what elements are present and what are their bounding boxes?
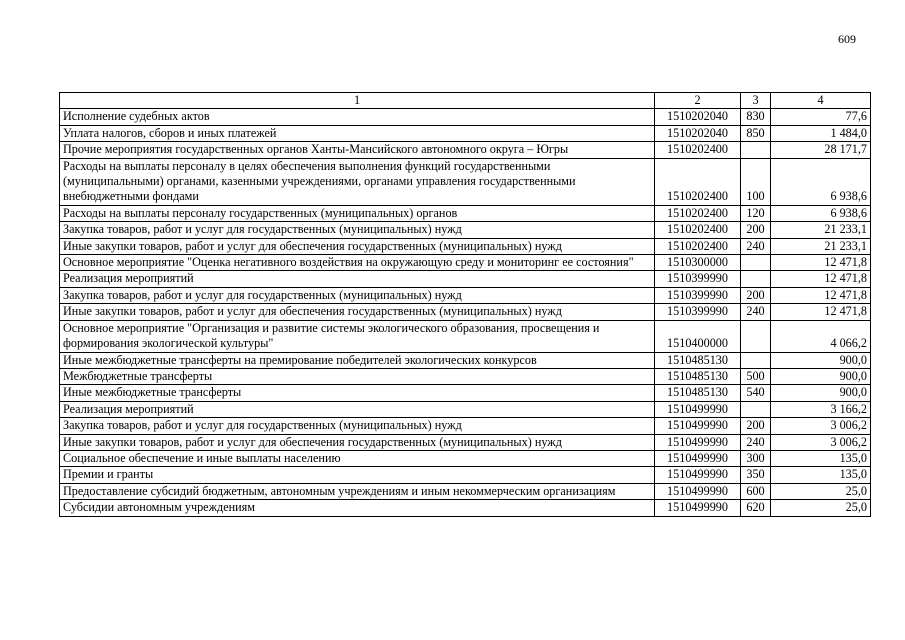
table-row — [60, 287, 871, 303]
row-name-cell: Основное мероприятие "Оценка негативного воздействия на окружающую среду и мониторинг ее состояния" — [60, 255, 655, 271]
column-header-amount: 4 — [771, 93, 871, 109]
row-code-cell: 1510202040 — [655, 125, 741, 141]
table-row — [60, 385, 871, 401]
row-amount-cell: 21 233,1 — [771, 222, 871, 238]
table-row — [60, 483, 871, 499]
row-code-cell: 1510499990 — [655, 401, 741, 417]
row-type-cell — [741, 401, 771, 417]
row-type-cell: 200 — [741, 418, 771, 434]
row-code-cell: 1510499990 — [655, 434, 741, 450]
row-name-cell: Основное мероприятие "Организация и развитие системы экологического образования, просвещения и формирования экологической культуры" — [60, 320, 655, 352]
row-type-cell — [741, 142, 771, 158]
row-name-cell: Иные межбюджетные трансферты — [60, 385, 655, 401]
row-amount-cell: 1 484,0 — [771, 125, 871, 141]
row-name-cell: Иные межбюджетные трансферты на премирование победителей экологических конкурсов — [60, 352, 655, 368]
row-name-cell: Социальное обеспечение и иные выплаты населению — [60, 450, 655, 466]
table-row — [60, 255, 871, 271]
column-header-name: 1 — [60, 93, 655, 109]
row-amount-cell: 25,0 — [771, 483, 871, 499]
table-row — [60, 320, 871, 352]
row-amount-cell: 21 233,1 — [771, 238, 871, 254]
row-code-cell: 1510485130 — [655, 352, 741, 368]
row-amount-cell: 6 938,6 — [771, 205, 871, 221]
row-type-cell — [741, 271, 771, 287]
row-code-cell: 1510202400 — [655, 238, 741, 254]
row-amount-cell: 77,6 — [771, 109, 871, 125]
table-row — [60, 418, 871, 434]
row-name-cell: Реализация мероприятий — [60, 271, 655, 287]
row-name-cell: Межбюджетные трансферты — [60, 368, 655, 384]
row-name-cell: Закупка товаров, работ и услуг для государственных (муниципальных) нужд — [60, 418, 655, 434]
row-code-cell: 1510202400 — [655, 158, 741, 205]
page-number: 609 — [838, 32, 856, 46]
row-type-cell: 120 — [741, 205, 771, 221]
table-row — [60, 467, 871, 483]
row-code-cell: 1510202040 — [655, 109, 741, 125]
row-amount-cell: 3 006,2 — [771, 418, 871, 434]
row-type-cell: 830 — [741, 109, 771, 125]
column-header-code: 2 — [655, 93, 741, 109]
row-name-cell: Расходы на выплаты персоналу государственных (муниципальных) органов — [60, 205, 655, 221]
row-type-cell: 300 — [741, 450, 771, 466]
row-name-cell: Иные закупки товаров, работ и услуг для обеспечения государственных (муниципальных) нужд — [60, 238, 655, 254]
row-amount-cell: 4 066,2 — [771, 320, 871, 352]
row-type-cell: 200 — [741, 222, 771, 238]
row-amount-cell: 3 166,2 — [771, 401, 871, 417]
row-amount-cell: 135,0 — [771, 450, 871, 466]
row-type-cell — [741, 352, 771, 368]
row-amount-cell: 12 471,8 — [771, 304, 871, 320]
row-name-cell: Реализация мероприятий — [60, 401, 655, 417]
row-code-cell: 1510499990 — [655, 418, 741, 434]
row-code-cell: 1510300000 — [655, 255, 741, 271]
row-name-cell: Иные закупки товаров, работ и услуг для обеспечения государственных (муниципальных) нужд — [60, 304, 655, 320]
row-code-cell: 1510202400 — [655, 205, 741, 221]
row-type-cell: 240 — [741, 238, 771, 254]
table-row — [60, 238, 871, 254]
row-amount-cell: 12 471,8 — [771, 271, 871, 287]
row-type-cell: 200 — [741, 287, 771, 303]
row-type-cell — [741, 255, 771, 271]
row-type-cell: 240 — [741, 304, 771, 320]
table-row — [60, 222, 871, 238]
row-name-cell: Иные закупки товаров, работ и услуг для обеспечения государственных (муниципальных) нужд — [60, 434, 655, 450]
row-amount-cell: 25,0 — [771, 500, 871, 516]
column-header-type: 3 — [741, 93, 771, 109]
row-amount-cell: 900,0 — [771, 385, 871, 401]
row-amount-cell: 135,0 — [771, 467, 871, 483]
row-name-cell: Предоставление субсидий бюджетным, автономным учреждениям и иным некоммерческим организациям — [60, 483, 655, 499]
row-code-cell: 1510499990 — [655, 467, 741, 483]
row-name-cell: Субсидии автономным учреждениям — [60, 500, 655, 516]
row-type-cell: 620 — [741, 500, 771, 516]
row-amount-cell: 12 471,8 — [771, 255, 871, 271]
row-name-cell: Уплата налогов, сборов и иных платежей — [60, 125, 655, 141]
table-row — [60, 368, 871, 384]
row-name-cell: Закупка товаров, работ и услуг для государственных (муниципальных) нужд — [60, 287, 655, 303]
row-type-cell: 100 — [741, 158, 771, 205]
table-row — [60, 142, 871, 158]
row-type-cell — [741, 320, 771, 352]
row-type-cell: 540 — [741, 385, 771, 401]
row-type-cell: 850 — [741, 125, 771, 141]
row-amount-cell: 900,0 — [771, 352, 871, 368]
row-amount-cell: 900,0 — [771, 368, 871, 384]
row-name-cell: Расходы на выплаты персоналу в целях обеспечения выполнения функций государственными (муниципальными) органами, казенными учреждениями, органами управления государственными внебюджетными фондами — [60, 158, 655, 205]
row-amount-cell: 6 938,6 — [771, 158, 871, 205]
row-amount-cell: 28 171,7 — [771, 142, 871, 158]
table-row — [60, 500, 871, 516]
row-code-cell: 1510400000 — [655, 320, 741, 352]
row-name-cell: Прочие мероприятия государственных органов Ханты-Мансийского автономного округа – Югры — [60, 142, 655, 158]
row-type-cell: 500 — [741, 368, 771, 384]
row-code-cell: 1510499990 — [655, 483, 741, 499]
row-type-cell: 600 — [741, 483, 771, 499]
row-amount-cell: 12 471,8 — [771, 287, 871, 303]
row-name-cell: Закупка товаров, работ и услуг для государственных (муниципальных) нужд — [60, 222, 655, 238]
row-code-cell: 1510202400 — [655, 142, 741, 158]
table-row — [60, 304, 871, 320]
table-row — [60, 450, 871, 466]
table-row — [60, 271, 871, 287]
table-row — [60, 109, 871, 125]
row-code-cell: 1510202400 — [655, 222, 741, 238]
row-type-cell: 350 — [741, 467, 771, 483]
table-row — [60, 352, 871, 368]
row-name-cell: Премии и гранты — [60, 467, 655, 483]
row-code-cell: 1510399990 — [655, 304, 741, 320]
row-code-cell: 1510399990 — [655, 271, 741, 287]
table-header-row — [60, 93, 871, 109]
table-row — [60, 205, 871, 221]
row-code-cell: 1510485130 — [655, 385, 741, 401]
row-code-cell: 1510485130 — [655, 368, 741, 384]
row-amount-cell: 3 006,2 — [771, 434, 871, 450]
row-code-cell: 1510499990 — [655, 500, 741, 516]
row-type-cell: 240 — [741, 434, 771, 450]
row-code-cell: 1510399990 — [655, 287, 741, 303]
table-row — [60, 158, 871, 205]
table-row — [60, 125, 871, 141]
budget-table — [59, 92, 871, 517]
table-row — [60, 434, 871, 450]
table-row — [60, 401, 871, 417]
row-name-cell: Исполнение судебных актов — [60, 109, 655, 125]
row-code-cell: 1510499990 — [655, 450, 741, 466]
